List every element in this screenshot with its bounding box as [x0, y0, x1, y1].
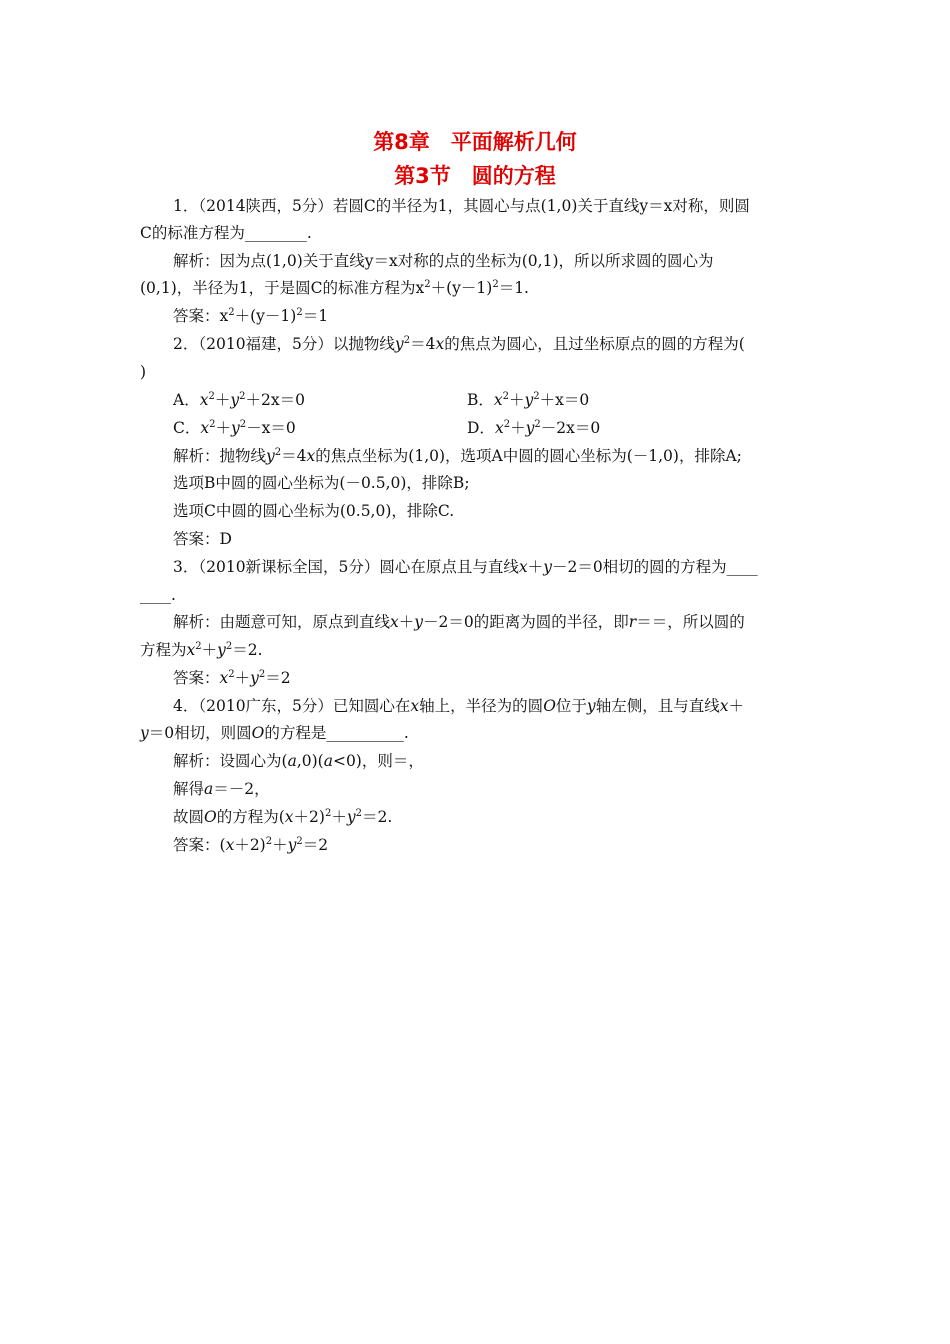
q4-solution-line-3: 故圆O的方程为$(x+2)^2+y^2=2$. — [173, 808, 393, 826]
q2-solution-line-3: 选项C中圆的圆心坐标为(0.5,0)，排除C. — [173, 502, 455, 520]
q3-answer: 答案：$x^2+y^2=2$ — [173, 669, 291, 687]
q2-line-1: 2．（2010福建，5分）以抛物线$y^2=4x$的焦点为圆心，且过坐标原点的圆的方程为( — [173, 335, 745, 353]
section-title: 第3节 圆的方程 — [394, 164, 556, 188]
q1-solution-line-1: 解析：因为点(1,0)关于直线y＝x对称的点的坐标为(0,1)，所以所求圆的圆心为 — [173, 252, 714, 270]
q3-solution-line-1: 解析：由题意可知，原点到直线x＋y－2＝0的距离为圆的半径，即r＝＝，所以圆的 — [173, 613, 745, 631]
q2-solution-line-1: 解析：抛物线$y^2=4x$的焦点坐标为(1,0)，选项A中圆的圆心坐标为(－1,0)，排除A; — [173, 447, 742, 465]
q4-answer: 答案：$(x+2)^2+y^2=2$ — [173, 836, 329, 854]
q2-option-c: C．$x^2+y^2-x=0$ — [173, 419, 296, 437]
q4-line-2: y＝0相切，则圆O的方程是__________. — [140, 724, 409, 742]
chapter-title: 第8章 平面解析几何 — [373, 130, 577, 154]
q2-answer: 答案：D — [173, 530, 232, 548]
q2-option-a: A．$x^2+y^2+2x=0$ — [173, 391, 305, 409]
q2-solution-line-2: 选项B中圆的圆心坐标为(－0.5,0)，排除B; — [173, 474, 470, 492]
q1-answer: 答案：$x^2+(y-1)^2=1$ — [173, 307, 329, 325]
q1-solution-line-2: (0,1)，半径为1，于是圆C的标准方程为$x^2+(y-1)^2=1$. — [140, 279, 529, 297]
q3-line-2: ____. — [140, 586, 176, 604]
q1-line-1: 1．（2014陕西，5分）若圆C的半径为1，其圆心与点(1,0)关于直线y＝x对称，则圆 — [173, 197, 750, 215]
q4-solution-line-2: 解得a＝－2， — [173, 780, 270, 798]
q3-line-1: 3．（2010新课标全国，5分）圆心在原点且与直线x＋y－2＝0相切的圆的方程为____ — [173, 558, 758, 576]
q1-line-2: C的标准方程为________. — [140, 224, 312, 242]
q2-option-b: B．$x^2+y^2+x=0$ — [467, 391, 590, 409]
q2-line-2: ) — [140, 363, 147, 381]
q3-solution-line-2: 方程为$x^2+y^2=2$. — [140, 641, 263, 659]
q4-solution-line-1: 解析：设圆心为(a,0)(a<0)，则＝， — [173, 752, 424, 770]
q4-line-1: 4．（2010广东，5分）已知圆心在x轴上，半径为的圆O位于y轴左侧，且与直线x＋ — [173, 697, 744, 715]
q2-option-d: D．$x^2+y^2-2x=0$ — [467, 419, 601, 437]
